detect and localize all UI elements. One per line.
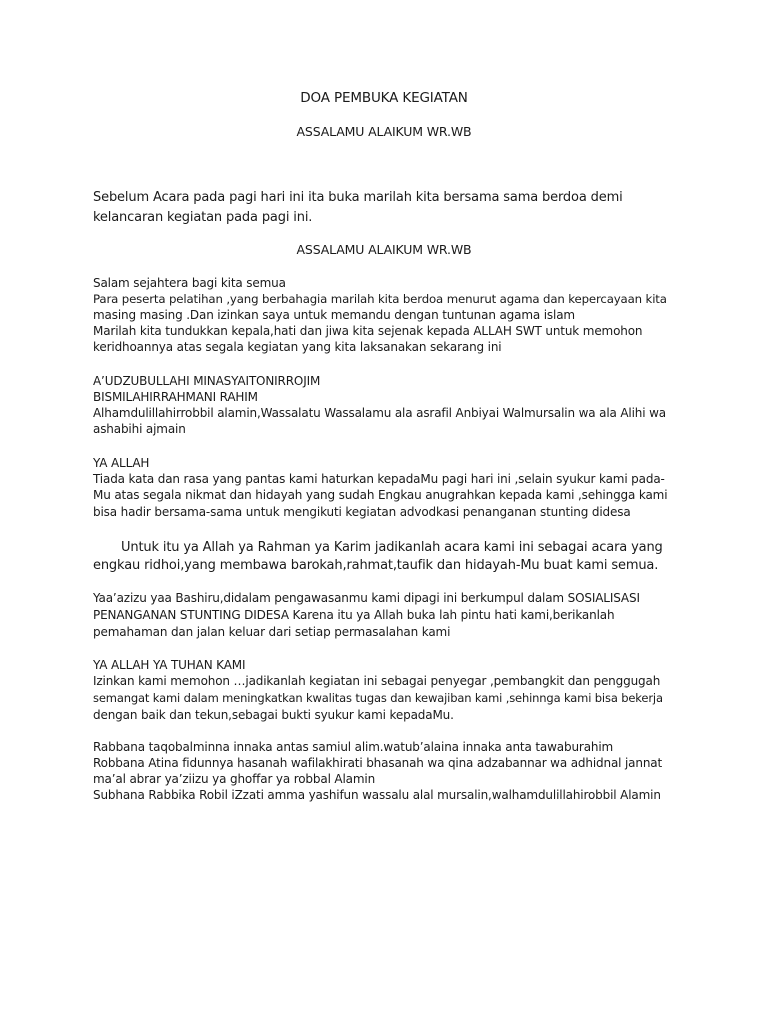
- opening-line: masing masing .Dan izinkan saya untuk memandu dengan tuntunan agama islam: [93, 308, 575, 322]
- ya-allah-line: Mu atas segala nikmat dan hidayah yang sudah Engkau anugrahkan kepada kami ,sehingga kami: [93, 488, 668, 502]
- yaazizu-line: Yaa’azizu yaa Bashiru,didalam pengawasanmu kami dipagi ini berkumpul dalam SOSIALISASI: [93, 591, 640, 605]
- yaazizu-line: pemahaman dan jalan keluar dari setiap permasalahan kami: [93, 625, 451, 639]
- tuhan-kami-line: Izinkan kami memohon …jadikanlah kegiatan ini sebagai penyegar ,pembangkit dan penggugah: [93, 674, 661, 688]
- document-title: DOA PEMBUKA KEGIATAN: [300, 90, 468, 106]
- greeting-heading: ASSALAMU ALAIKUM WR.WB: [296, 242, 472, 257]
- untuk-itu-line: engkau ridhoi,yang membawa barokah,rahmat,taufik dan hidayah-Mu buat kami semua.: [93, 558, 659, 573]
- yaazizu-line: PENANGANAN STUNTING DIDESA Karena itu ya Allah buka lah pintu hati kami,berikanlah: [93, 608, 615, 622]
- closing-line: Robbana Atina fidunnya hasanah wafilakhirati bhasanah wa qina adzabannar wa adhidnal jannat: [93, 756, 663, 770]
- basmalah-heading: BISMILAHIRRAHMANI RAHIM: [93, 390, 258, 404]
- opening-line: Para peserta pelatihan ,yang berbahagia marilah kita berdoa menurut agama dan kepercayaan kita: [93, 292, 667, 306]
- greeting-heading: ASSALAMU ALAIKUM WR.WB: [296, 124, 472, 139]
- closing-line: Subhana Rabbika Robil iZzati amma yashifun wassalu alal mursalin,walhamdulillahirobbil Alamin: [93, 788, 661, 802]
- opening-line: keridhoannya atas segala kegiatan yang kita laksanakan sekarang ini: [93, 340, 502, 354]
- opening-line: Salam sejahtera bagi kita semua: [93, 276, 286, 290]
- untuk-itu-line: Untuk itu ya Allah ya Rahman ya Karim jadikanlah acara kami ini sebagai acara yang: [121, 540, 663, 555]
- taawudz-heading: A’UDZUBULLAHI MINASYAITONIRROJIM: [93, 374, 321, 388]
- tuhan-kami-line: semangat kami dalam meningkatkan kwalitas tugas dan kewajiban kami ,sehinnga kami bisa bekerja: [93, 691, 663, 705]
- closing-line: Rabbana taqobalminna innaka antas samiul alim.watub’alaina innaka anta tawaburahim: [93, 740, 614, 754]
- ya-allah-heading: YA ALLAH: [93, 456, 150, 470]
- ya-allah-line: Tiada kata dan rasa yang pantas kami haturkan kepadaMu pagi hari ini ,selain syukur kami pada-: [93, 472, 665, 486]
- intro-line: Sebelum Acara pada pagi hari ini ita buka marilah kita bersama sama berdoa demi: [93, 190, 623, 205]
- taawudz-line: Alhamdulillahirrobbil alamin,Wassalatu Wassalamu ala asrafil Anbiyai Walmursalin wa ala Alihi wa: [93, 406, 666, 420]
- taawudz-line: ashabihi ajmain: [93, 422, 186, 436]
- tuhan-kami-heading: YA ALLAH YA TUHAN KAMI: [93, 658, 246, 672]
- ya-allah-line: bisa hadir bersama-sama untuk mengikuti kegiatan advodkasi penanganan stunting didesa: [93, 505, 631, 519]
- opening-line: Marilah kita tundukkan kepala,hati dan jiwa kita sejenak kepada ALLAH SWT untuk memohon: [93, 324, 643, 338]
- intro-line: kelancaran kegiatan pada pagi ini.: [93, 210, 313, 225]
- closing-line: ma’al abrar ya’ziizu ya ghoffar ya robbal Alamin: [93, 772, 376, 786]
- tuhan-kami-line: dengan baik dan tekun,sebagai bukti syukur kami kepadaMu.: [93, 708, 454, 722]
